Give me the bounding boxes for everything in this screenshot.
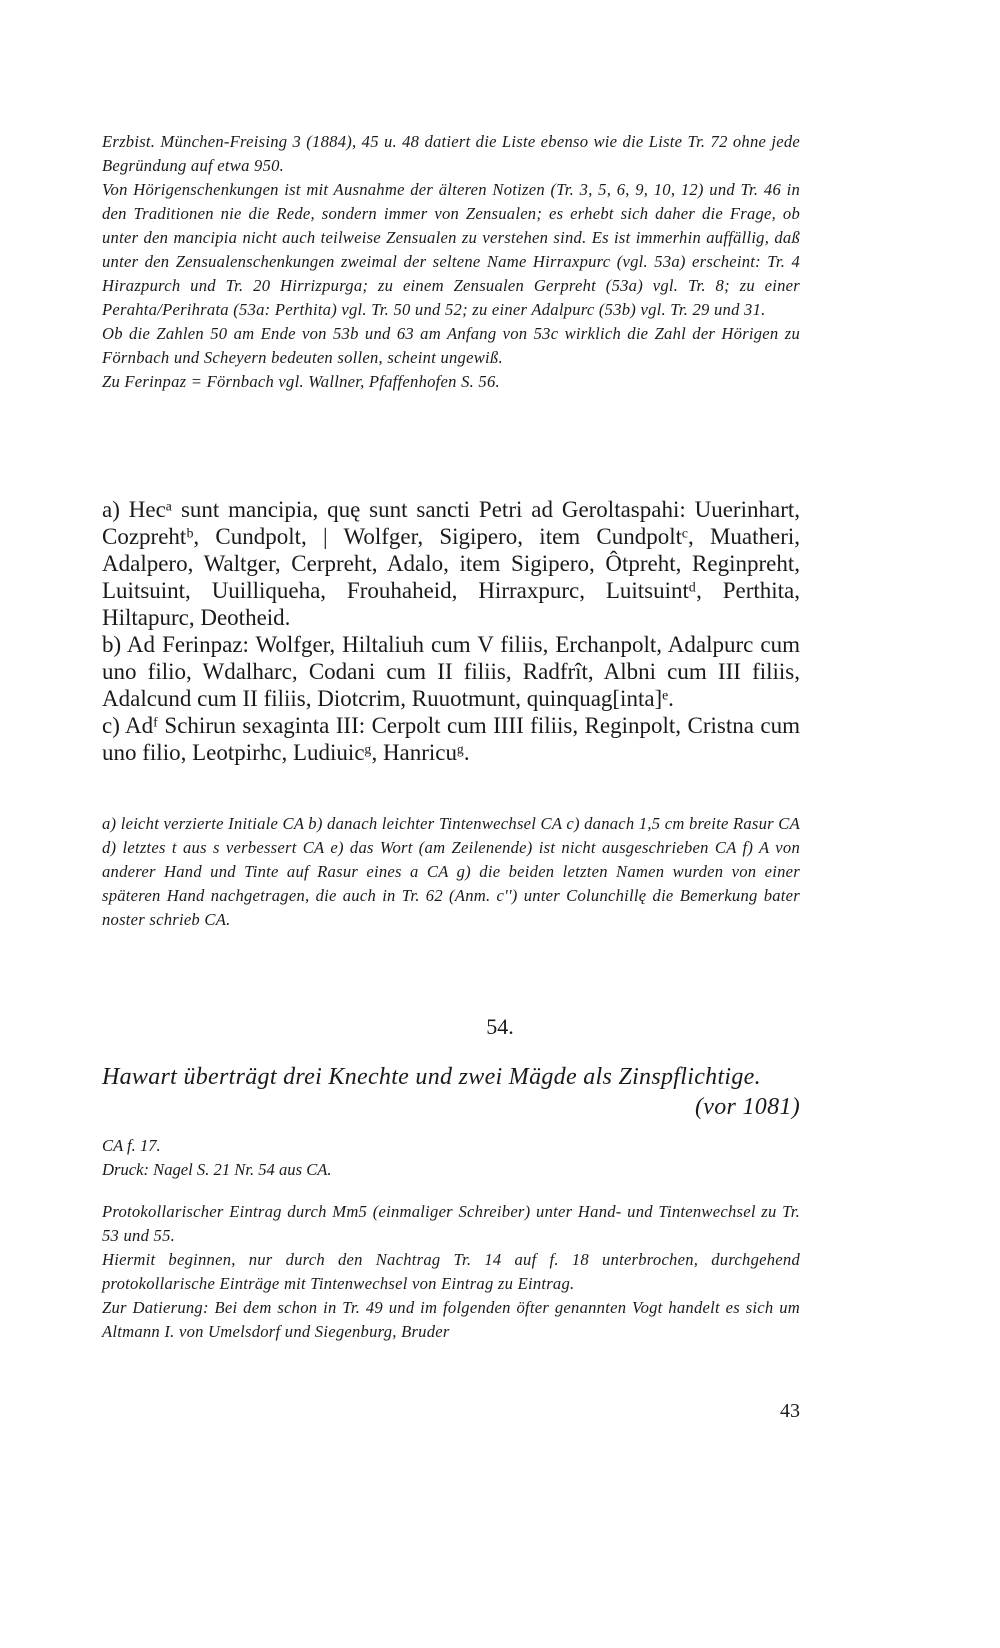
entry-title: Hawart überträgt drei Knechte und zwei Mägde als Zinspflichtige. bbox=[102, 1064, 761, 1090]
commentary-para-1: Erzbist. München-Freising 3 (1884), 45 u. 48 datiert die Liste ebenso wie die Liste Tr. 72 ohne jede Begründung auf etwa 950. bbox=[102, 132, 800, 175]
source-print: Druck: Nagel S. 21 Nr. 54 aus CA. bbox=[102, 1160, 332, 1179]
commentary-para-3: Ob die Zahlen 50 am Ende von 53b und 63 am Anfang von 53c wirklich die Zahl der Hörigen zu Förnbach und Scheyern bedeuten sollen, scheint ungewiß. bbox=[102, 324, 800, 367]
commentary-para-2: Von Hörigenschenkungen ist mit Ausnahme der älteren Notizen (Tr. 3, 5, 6, 9, 10, 12) und Tr. 46 in den Traditionen nie die Rede, sondern immer von Zensualen; es erhebt sich daher die Frage, ob unter den mancipia nicht auch teilweise Zensualen zu verstehen sind. Es ist immerhin auffällig, daß unter den Zensualenschenkungen zweimal der seltene Name Hirraxpurc (vgl. 53a) erscheint: Tr. 4 Hirazpurch und Tr. 20 Hirrizpurga; zu einem Zensualen Gerpreht (53a) vgl. Tr. 8; zu einer Perahta/Perihrata (53a: Perthita) vgl. Tr. 50 und 52; zu einer Adalpurc (53b) vgl. Tr. 29 und 31. bbox=[102, 180, 800, 319]
source-block bbox=[102, 1134, 800, 1182]
entry-commentary bbox=[102, 1200, 800, 1344]
edition-para-b: b) Ad Ferinpaz: Wolfger, Hiltaliuh cum V filiis, Erchanpolt, Adalpurc cum uno filio, Wdalharc, Codani cum II filiis, Radfrît, Albni cum III filiis, Adalcund cum II filiis, Diotcrim, Ruuotmunt, quinquag[inta]ᵉ. bbox=[102, 632, 800, 711]
commentary-block bbox=[102, 130, 800, 394]
edition-text bbox=[102, 496, 800, 766]
page-number: 43 bbox=[780, 1400, 800, 1422]
entry-commentary-1: Protokollarischer Eintrag durch Mm5 (einmaliger Schreiber) unter Hand- und Tintenwechsel zu Tr. 53 und 55. bbox=[102, 1202, 800, 1245]
entry-commentary-2: Hiermit beginnen, nur durch den Nachtrag Tr. 14 auf f. 18 unterbrochen, durchgehend protokollarische Einträge mit Tintenwechsel von Eintrag zu Eintrag. bbox=[102, 1250, 800, 1293]
entry-date: (vor 1081) bbox=[695, 1094, 800, 1120]
entry-commentary-3: Zur Datierung: Bei dem schon in Tr. 49 und im folgenden öfter genannten Vogt handelt es sich um Altmann I. von Umelsdorf und Siegenburg, Bruder bbox=[102, 1298, 800, 1341]
commentary-para-4: Zu Ferinpaz = Förnbach vgl. Wallner, Pfaffenhofen S. 56. bbox=[102, 372, 500, 391]
edition-para-c: c) Adᶠ Schirun sexaginta III: Cerpolt cum IIII filiis, Reginpolt, Cristna cum uno filio, Leotpirhc, Ludiuicᵍ, Hanricuᵍ. bbox=[102, 713, 800, 765]
footnotes-text: a) leicht verzierte Initiale CA b) danach leichter Tintenwechsel CA c) danach 1,5 cm breite Rasur CA d) letztes t aus s verbessert CA e) das Wort (am Zeilenende) ist nicht ausgeschrieben CA f) A von anderer Hand und Tinte auf Rasur eines a CA g) die beiden letzten Namen wurden von einer späteren Hand nachgetragen, die auch in Tr. 62 (Anm. c'') unter Colunchillę die Bemerkung bater noster schrieb CA. bbox=[102, 814, 800, 929]
source-ms: CA f. 17. bbox=[102, 1136, 161, 1155]
entry-number: 54. bbox=[486, 1014, 514, 1039]
entry-heading bbox=[102, 1062, 800, 1122]
footnotes bbox=[102, 812, 800, 932]
edition-para-a: a) Hecᵃ sunt mancipia, quę sunt sancti Petri ad Geroltaspahi: Uuerinhart, Cozprehtᵇ, Cundpolt, | Wolfger, Sigipero, item Cundpoltᶜ, Muatheri, Adalpero, Waltger, Cerpreht, Adalo, item Sigipero, Ôtpreht, Reginpreht, Luitsuint, Uuilliqueha, Frouhaheid, Hirraxpurc, Luitsuintᵈ, Perthita, Hiltapurc, Deotheid. bbox=[102, 497, 800, 630]
